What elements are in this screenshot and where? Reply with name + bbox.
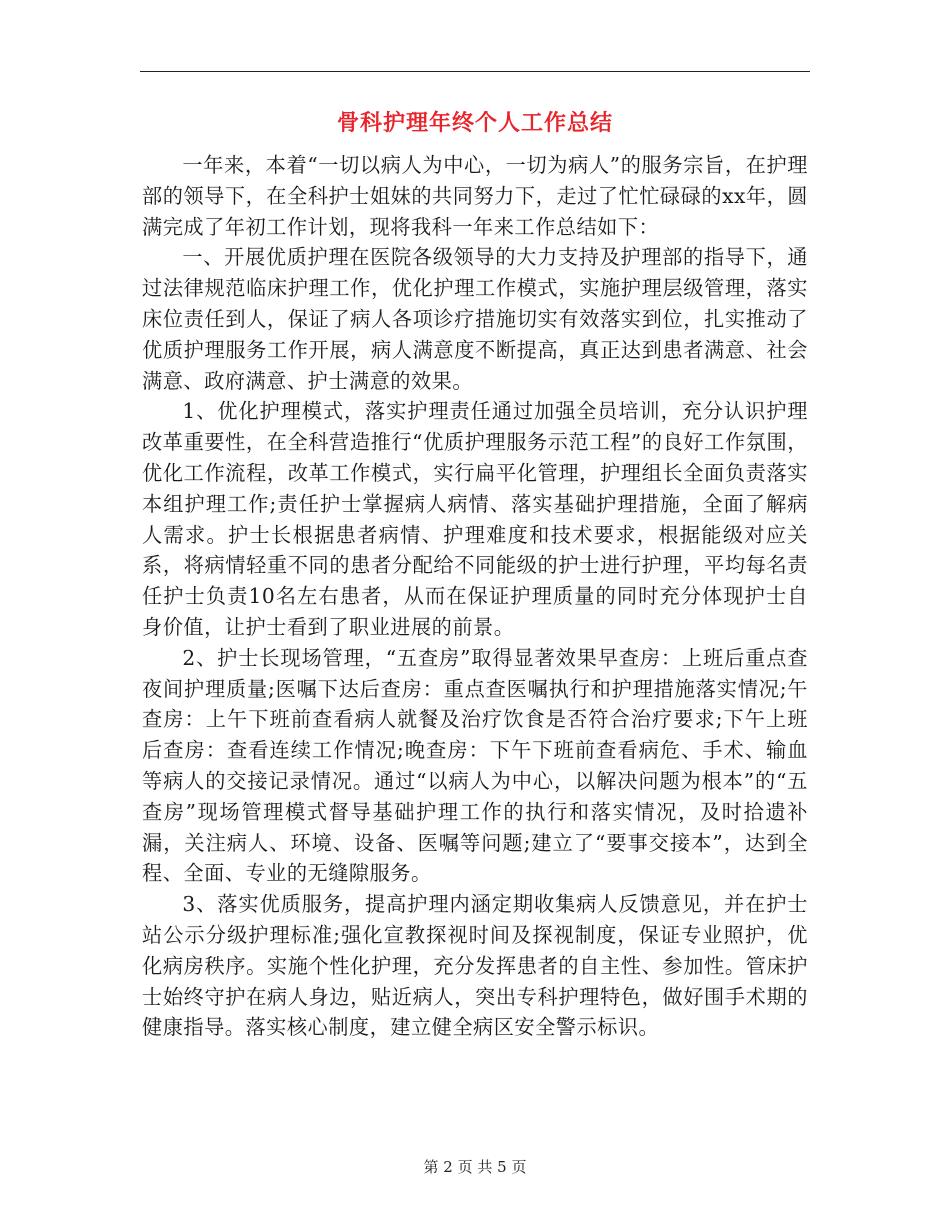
document-body	[142, 150, 808, 1043]
paragraph-item-3: 3、落实优质服务，提高护理内涵定期收集病人反馈意见，并在护士站公示分级护理标准;强化宣教探视时间及探视制度，保证专业照护，优化病房秩序。实施个性化护理，充分发挥患者的自主性、参加性。管床护士始终守护在病人身边，贴近病人，突出专科护理特色，做好围手术期的健康指导。落实核心制度，建立健全病区安全警示标识。	[142, 892, 808, 1040]
page-number-footer: 第 2 页 共 5 页	[423, 1158, 527, 1176]
paragraph-section-1: 一、开展优质护理在医院各级领导的大力支持及护理部的指导下，通过法律规范临床护理工作，优化护理工作模式，实施护理层级管理，落实床位责任到人，保证了病人各项诊疗措施切实有效落实到位，扎实推动了优质护理服务工作开展，病人满意度不断提高，真正达到患者满意、社会满意、政府满意、护士满意的效果。	[142, 245, 808, 393]
header-rule	[140, 71, 810, 72]
paragraph-intro: 一年来，本着“一切以病人为中心，一切为病人”的服务宗旨，在护理部的领导下，在全科护士姐妹的共同努力下，走过了忙忙碌碌的xx年，圆满完成了年初工作计划，现将我科一年来工作总结如下：	[142, 153, 808, 239]
paragraph-item-2: 2、护士长现场管理，“五查房”取得显著效果早查房：上班后重点查夜间护理质量;医嘱下达后查房：重点查医嘱执行和护理措施落实情况;午查房：上午下班前查看病人就餐及治疗饮食是否符合治疗要求;下午上班后查房：查看连续工作情况;晚查房：下午下班前查看病危、手术、输血等病人的交接记录情况。通过“以病人为中心，以解决问题为根本”的“五查房”现场管理模式督导基础护理工作的执行和落实情况，及时拾遗补漏，关注病人、环境、设备、医嘱等问题;建立了“要事交接本”，达到全程、全面、专业的无缝隙服务。	[142, 645, 808, 886]
paragraph-item-1: 1、优化护理模式，落实护理责任通过加强全员培训，充分认识护理改革重要性，在全科营造推行“优质护理服务示范工程”的良好工作氛围，优化工作流程，改革工作模式，实行扁平化管理，护理组长全面负责落实本组护理工作;责任护士掌握病人病情、落实基础护理措施，全面了解病人需求。护士长根据患者病情、护理难度和技术要求，根据能级对应关系，将病情轻重不同的患者分配给不同能级的护士进行护理，平均每名责任护士负责10名左右患者，从而在保证护理质量的同时充分体现护士自身价值，让护士看到了职业进展的前景。	[142, 399, 808, 639]
document-title: 骨科护理年终个人工作总结	[336, 110, 613, 136]
